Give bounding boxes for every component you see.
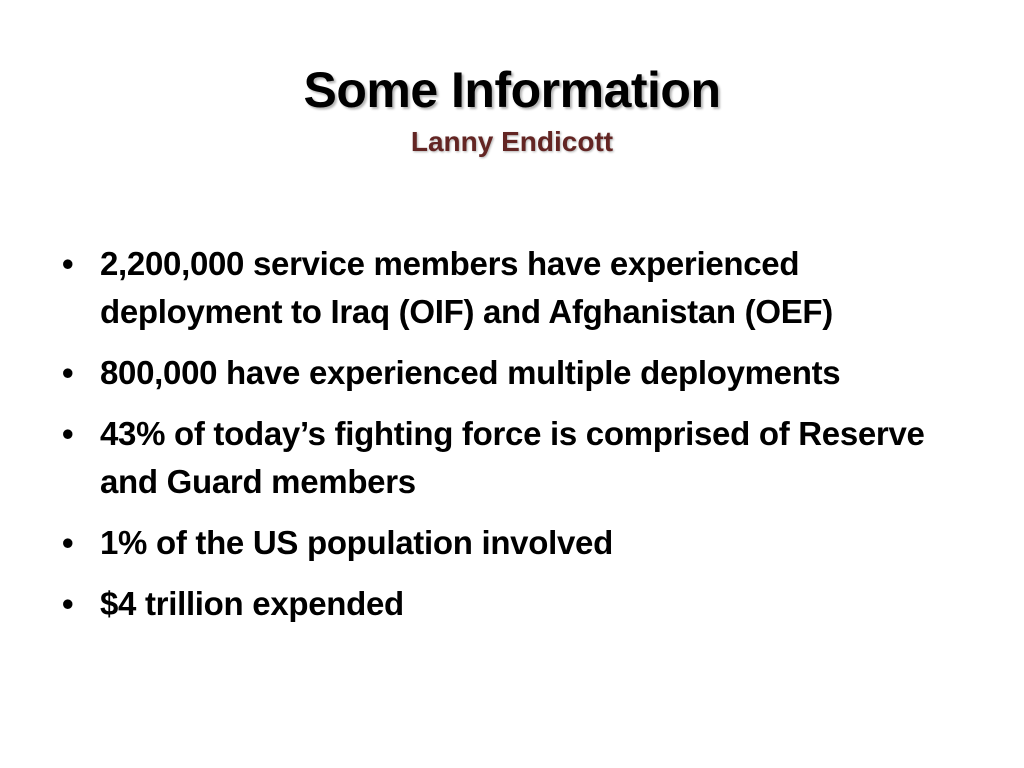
title-block: [0, 58, 1024, 160]
bullet-list: [62, 240, 982, 641]
slide-title: Some Information: [303, 62, 721, 118]
bullet-text: 43% of today’s fighting force is comprised of Reserve and Guard members: [100, 415, 925, 500]
bullet-item: [62, 519, 982, 567]
bullet-icon: •: [62, 245, 74, 282]
bullet-item: [62, 349, 982, 397]
bullet-text: 800,000 have experienced multiple deployments: [100, 354, 841, 391]
bullet-item: [62, 580, 982, 628]
bullet-icon: •: [62, 354, 74, 391]
bullet-item: [62, 240, 982, 336]
bullet-icon: •: [62, 415, 74, 452]
bullet-icon: •: [62, 524, 74, 561]
bullet-text: 1% of the US population involved: [100, 524, 613, 561]
bullet-icon: •: [62, 585, 74, 622]
bullet-text: $4 trillion expended: [100, 585, 404, 622]
bullet-text: 2,200,000 service members have experienced deployment to Iraq (OIF) and Afghanistan (OEF): [100, 245, 833, 330]
slide-subtitle: Lanny Endicott: [410, 126, 614, 157]
bullet-item: [62, 410, 982, 506]
